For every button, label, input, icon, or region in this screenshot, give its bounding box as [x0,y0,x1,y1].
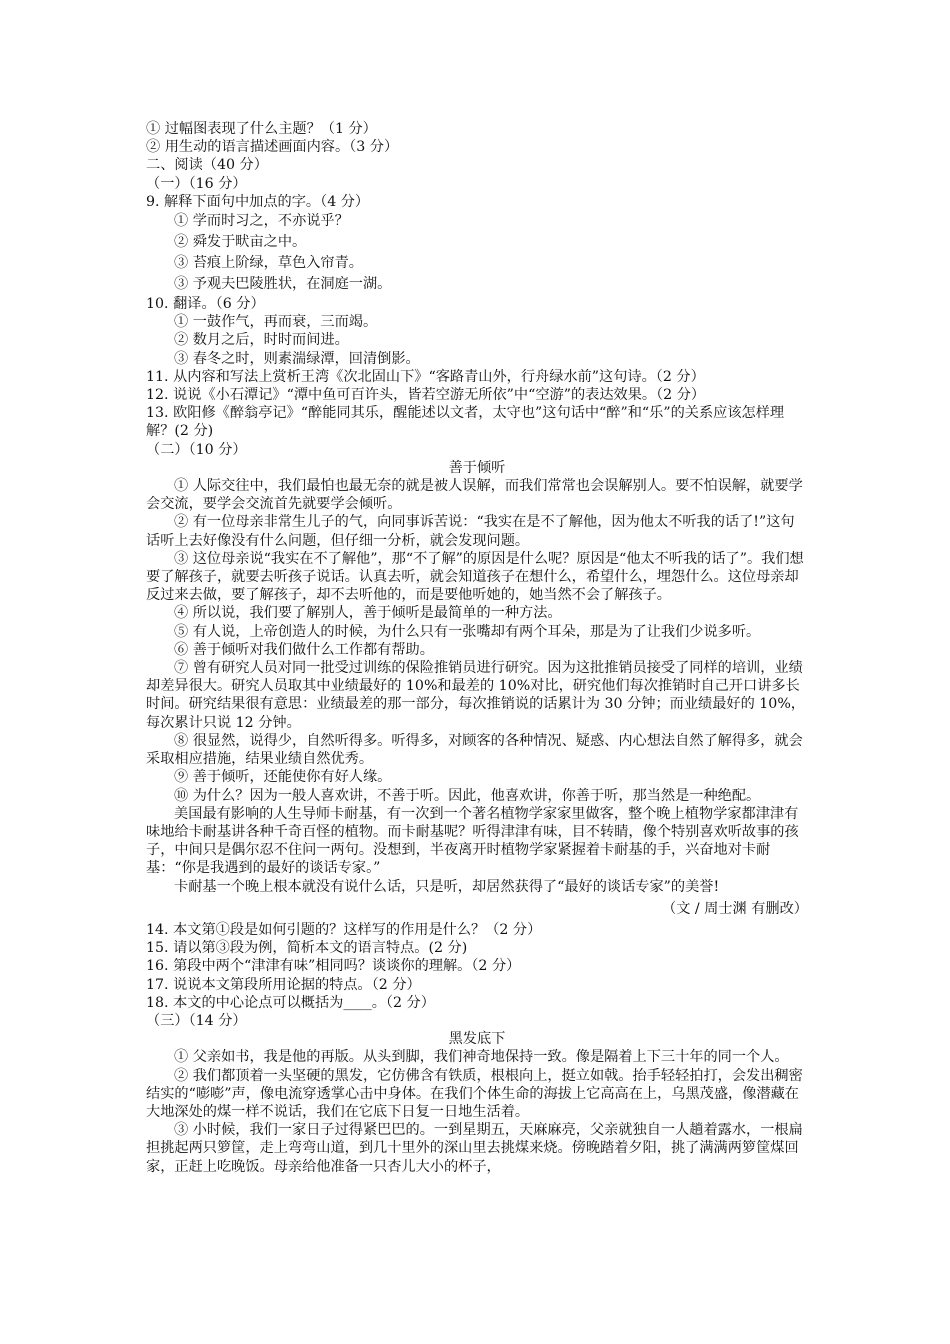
question-17: 17. 说说本文第段所用论据的特点。（2 分） [146,976,421,993]
question-10-item: ② 数月之后，时时而间进。 [174,332,349,349]
question-9-item: ③ 予观夫巴陵胜状，在洞庭一湖。 [174,276,392,293]
article-paragraph: ④ 所以说，我们要了解别人，善于倾听是最简单的一种方法。 [174,605,562,622]
article-paragraph: ⑤ 有人说，上帝创造人的时候，为什么只有一张嘴却有两个耳朵，那是为了让我们少说多听。 [174,623,761,640]
question-10: 10. 翻译。（6 分） [146,296,265,313]
question-10-item: ③ 春冬之时，则素湍绿潭，回清倒影。 [174,350,420,367]
question-top-1: ① 过幅图表现了什么主题？（1 分） [146,121,377,137]
question-14: 14. 本文第①段是如何引题的？这样写的作用是什么？（2 分） [146,921,542,938]
article-paragraph: 美国最有影响的人生导师卡耐基，有一次到一个著名植物学家家里做客，整个晚上植物学家都津津有味地给卡耐基讲各种千奇百怪的植物。而卡耐基呢？听得津津有味，目不转睛，像个特别喜欢听故事的孩子，中间只是偶尔忍不住问一两句。没想到，半夜离开时植物学家紧握着卡耐基的手，兴奋地对卡耐基：“你是我遇到的最好的谈话专家。” [146,805,799,877]
article-paragraph: ③ 这位母亲说“我实在不了解他”，那“不了解”的原因是什么呢？原因是“他太不听我的话了”。我们想要了解孩子，就要去听孩子说话。认真去听，就会知道孩子在想什么，希望什么，埋怨什么。这位母亲却反过来去做，要了解孩子，却不去听他的，而是要他听她的，她当然不会了解孩子。 [146,550,804,604]
article-paragraph: ② 有一位母亲非常生儿子的气，向同事诉苦说：“我实在是不了解他，因为他太不听我的话了!”这句话听上去好像没有什么问题，但仔细一分析，就会发现问题。 [146,514,795,549]
question-9-item: ① 学而时习之，不亦说乎？ [174,213,349,230]
part-header-2: （二）（10 分） [146,441,247,458]
article-paragraph: ① 人际交往中，我们最怕也最无奈的就是被人误解，而我们常常也会误解别人。要不怕误解，就要学会交流，要学会交流首先就要学会倾听。 [146,478,803,513]
question-9-item: ② 舜发于畎亩之中。 [174,234,307,251]
question-9-item: ③ 苔痕上阶绿，草色入帘青。 [174,255,363,272]
part-header-1: （一）（16 分） [146,175,247,192]
question-16: 16. 第段中两个“津津有味”相同吗？谈谈你的理解。（2 分） [146,958,521,975]
question-10-item: ① 一鼓作气，再而衰，三而竭。 [174,314,378,331]
section-header-reading: 二、阅读（40 分） [146,157,268,174]
question-11: 11. 从内容和写法上赏析王湾《次北固山下》“客路青山外，行舟绿水前”这句诗。（2 分） [146,368,705,385]
article-paragraph: ⑥ 善于倾听对我们做什么工作都有帮助。 [174,641,434,658]
article-paragraph: ⑨ 善于倾听，还能使你有好人缘。 [174,769,392,786]
article-paragraph: ① 父亲如书，我是他的再版。从头到脚，我们神奇地保持一致。像是隔着上下三十年的同一个人。 [174,1049,789,1066]
article-paragraph: ⑩ 为什么？因为一般人喜欢讲，不善于听。因此，他喜欢讲，你善于听，那当然是一种绝配。 [174,787,761,804]
question-top-2: ② 用生动的语言描述画面内容。（3 分） [146,139,399,156]
question-15: 15. 请以第③段为例，简析本文的语言特点。(2 分) [146,940,468,957]
question-12: 12. 说说《小石潭记》“潭中鱼可百许头，皆若空游无所依”中“空游”的表达效果。（2 分） [146,387,706,404]
article-title-listening: 善于倾听 [448,459,506,476]
article-title-black-hair: 黑发底下 [448,1031,506,1048]
question-13: 13. 欧阳修《醉翁亭记》“醉能同其乐，醒能述以文者，太守也”这句话中“醉”和“乐”的关系应该怎样理解？(2 分) [146,405,785,440]
question-9: 9. 解释下面句中加点的字。（4 分） [146,193,370,210]
article-paragraph: 卡耐基一个晚上根本就没有说什么话，只是听，却居然获得了“最好的谈话专家”的美誉! [174,878,720,895]
article-paragraph: ② 我们都顶着一头坚硬的黑发，它仿佛含有铁质，根根向上，挺立如戟。抬手轻轻拍打，会发出稠密结实的“嘭嘭”声，像电流穿透掌心击中身体。在我们个体生命的海拔上它高高在上，乌黑茂盛，像潜藏在大地深处的煤一样不说话，我们在它底下日复一日地生活着。 [146,1067,803,1120]
question-18: 18. 本文的中心论点可以概括为____。（2 分） [146,994,435,1011]
part-header-3: （三）（14 分） [146,1012,247,1029]
article-paragraph: ⑦ 曾有研究人员对同一批受过训练的保险推销员进行研究。因为这批推销员接受了同样的培训，业绩却差异很大。研究人员取其中业绩最好的 10%和最差的 10%对比，研究他们每次推销时自己开口讲多长时间。研究结果很有意思：业绩最差的那一部分，每次推销说的话累计为 30 分钟；而业绩最好的 10%，每次累计只说 12 分钟。 [146,660,805,731]
article-paragraph: ③ 小时候，我们一家日子过得紧巴巴的。一到星期五，天麻麻亮，父亲就独自一人趟着露水，一根扁担挑起两只箩筐，走上弯弯山道，到几十里外的深山里去挑煤来烧。傍晚踏着夕阳，挑了满满两箩筐煤回家，正赶上吃晚饭。母亲给他准备一只杏儿大小的杯子， [146,1122,803,1175]
article-source: （文 / 周士渊 有删改） [662,900,808,917]
article-paragraph: ⑧ 很显然，说得少，自然听得多。听得多，对顾客的各种情况、疑惑、内心想法自然了解得多，就会采取相应措施，结果业绩自然优秀。 [146,732,803,768]
